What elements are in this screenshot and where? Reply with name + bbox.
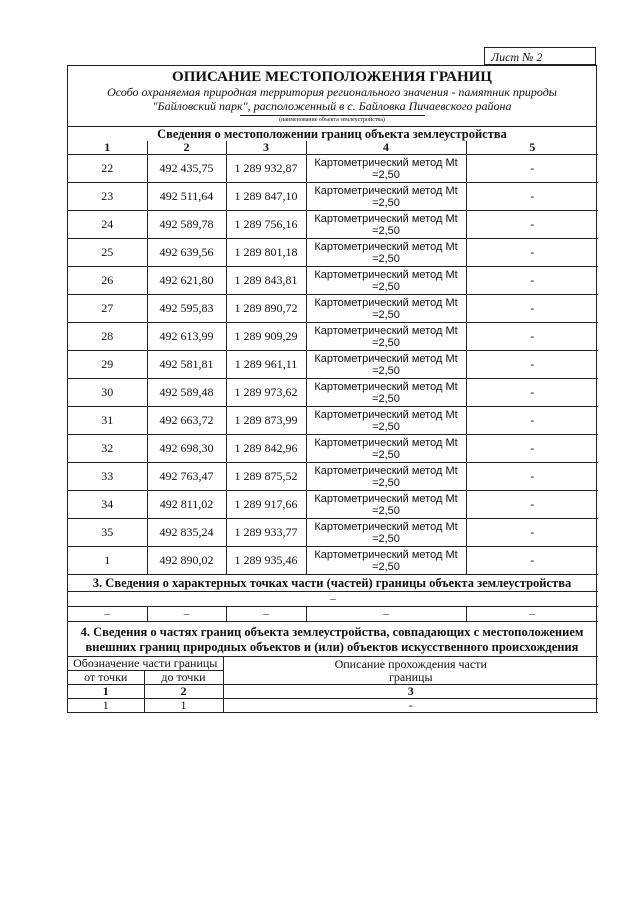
point-number-cell: 34 <box>68 491 147 519</box>
section-2-title: Сведения о местоположении границ объекта землеустройства <box>68 126 596 141</box>
point-number-cell: 25 <box>68 239 147 267</box>
table-row <box>68 323 598 351</box>
section-3-title: 3. Сведения о характерных точках части (частей) границы объекта землеустройства <box>92 576 572 590</box>
table-row <box>68 699 598 713</box>
column-header: 5 <box>466 141 598 155</box>
to-point-value: 1 <box>144 699 223 713</box>
x-coordinate-cell: 492 581,81 <box>147 351 226 379</box>
point-number-cell: 29 <box>68 351 147 379</box>
y-coordinate-cell: 1 289 932,87 <box>226 155 306 183</box>
characteristic-points-table <box>68 591 598 622</box>
note-cell: - <box>466 547 598 575</box>
x-coordinate-cell: 492 613,99 <box>147 323 226 351</box>
method-cell: Картометрический метод Mt =2,50 <box>306 463 466 491</box>
y-coordinate-cell: 1 289 756,16 <box>226 211 306 239</box>
boundary-description-form <box>67 65 597 713</box>
x-coordinate-cell: 492 435,75 <box>147 155 226 183</box>
y-coordinate-cell: 1 289 935,46 <box>226 547 306 575</box>
point-number-cell: 33 <box>68 463 147 491</box>
note-cell: - <box>466 155 598 183</box>
table-row <box>68 267 598 295</box>
dash-cell: – <box>306 607 466 622</box>
note-cell: - <box>466 295 598 323</box>
x-coordinate-cell: 492 639,56 <box>147 239 226 267</box>
table-row <box>68 155 598 183</box>
y-coordinate-cell: 1 289 973,62 <box>226 379 306 407</box>
method-cell: Картометрический метод Mt =2,50 <box>306 519 466 547</box>
point-number-cell: 1 <box>68 547 147 575</box>
y-coordinate-cell: 1 289 961,11 <box>226 351 306 379</box>
column-header: 4 <box>306 141 466 155</box>
point-number-cell: 27 <box>68 295 147 323</box>
method-cell: Картометрический метод Mt =2,50 <box>306 323 466 351</box>
column-number: 3 <box>223 685 598 699</box>
method-cell: Картометрический метод Mt =2,50 <box>306 351 466 379</box>
note-cell: - <box>466 379 598 407</box>
method-cell: Картометрический метод Mt =2,50 <box>306 155 466 183</box>
column-number: 1 <box>68 685 144 699</box>
point-number-cell: 26 <box>68 267 147 295</box>
point-number-cell: 32 <box>68 435 147 463</box>
method-cell: Картометрический метод Mt =2,50 <box>306 295 466 323</box>
y-coordinate-cell: 1 289 873,99 <box>226 407 306 435</box>
note-cell: - <box>466 435 598 463</box>
column-header: 2 <box>147 141 226 155</box>
y-coordinate-cell: 1 289 890,72 <box>226 295 306 323</box>
note-cell: - <box>466 519 598 547</box>
y-coordinate-cell: 1 289 847,10 <box>226 183 306 211</box>
method-cell: Картометрический метод Mt =2,50 <box>306 379 466 407</box>
method-cell: Картометрический метод Mt =2,50 <box>306 183 466 211</box>
y-coordinate-cell: 1 289 842,96 <box>226 435 306 463</box>
dash-cell: – <box>68 607 147 622</box>
method-cell: Картометрический метод Mt =2,50 <box>306 407 466 435</box>
point-number-cell: 35 <box>68 519 147 547</box>
coordinates-table <box>68 141 598 575</box>
from-point-header: от точки <box>68 671 144 685</box>
subtitle-line-2: "Байловский парк", расположенный в с. Байловка Пичаевского района <box>152 99 512 113</box>
table-row <box>68 435 598 463</box>
x-coordinate-cell: 492 698,30 <box>147 435 226 463</box>
table-row <box>68 183 598 211</box>
table-row <box>68 607 598 622</box>
x-coordinate-cell: 492 595,83 <box>147 295 226 323</box>
column-number: 2 <box>144 685 223 699</box>
point-number-cell: 22 <box>68 155 147 183</box>
point-number-cell: 30 <box>68 379 147 407</box>
table-row <box>68 211 598 239</box>
table-row <box>68 351 598 379</box>
table-header-row <box>68 141 598 155</box>
note-cell: - <box>466 211 598 239</box>
table-row <box>68 592 598 607</box>
description-value: - <box>223 699 598 713</box>
method-cell: Картометрический метод Mt =2,50 <box>306 211 466 239</box>
point-number-cell: 24 <box>68 211 147 239</box>
x-coordinate-cell: 492 589,48 <box>147 379 226 407</box>
x-coordinate-cell: 492 589,78 <box>147 211 226 239</box>
x-coordinate-cell: 492 811,02 <box>147 491 226 519</box>
note-cell: - <box>466 491 598 519</box>
y-coordinate-cell: 1 289 917,66 <box>226 491 306 519</box>
note-cell: - <box>466 351 598 379</box>
table-row <box>68 239 598 267</box>
point-number-cell: 31 <box>68 407 147 435</box>
dash-cell: – <box>466 607 598 622</box>
note-cell: - <box>466 183 598 211</box>
x-coordinate-cell: 492 763,47 <box>147 463 226 491</box>
boundary-part-designation-header: Обозначение части границы <box>68 657 223 671</box>
x-coordinate-cell: 492 663,72 <box>147 407 226 435</box>
note-cell: - <box>466 239 598 267</box>
note-cell: - <box>466 323 598 351</box>
y-coordinate-cell: 1 289 933,77 <box>226 519 306 547</box>
x-coordinate-cell: 492 890,02 <box>147 547 226 575</box>
empty-dash: – <box>68 592 598 607</box>
table-row <box>68 547 598 575</box>
column-header: 3 <box>226 141 306 155</box>
sheet-number: Лист № 2 <box>484 47 596 65</box>
table-row <box>68 519 598 547</box>
page-title: ОПИСАНИЕ МЕСТОПОЛОЖЕНИЯ ГРАНИЦ <box>172 69 492 85</box>
section-4-title: 4. Сведения о частях границ объекта землеустройства, совпадающих с местоположением внешних границ природных объектов и (или) объектов искусственного происхождения <box>80 625 584 654</box>
passage-description-header: Описание прохождения части границы <box>223 657 598 685</box>
table-row <box>68 407 598 435</box>
object-caption: (наименование объекта землеустройства) <box>240 115 425 124</box>
table-row <box>68 491 598 519</box>
note-cell: - <box>466 463 598 491</box>
to-point-header: до точки <box>144 671 223 685</box>
note-cell: - <box>466 267 598 295</box>
y-coordinate-cell: 1 289 801,18 <box>226 239 306 267</box>
method-cell: Картометрический метод Mt =2,50 <box>306 267 466 295</box>
method-cell: Картометрический метод Mt =2,50 <box>306 547 466 575</box>
subtitle-line-1: Особо охраняемая природная территория регионального значения - памятник природы <box>107 85 557 99</box>
dash-cell: – <box>226 607 306 622</box>
x-coordinate-cell: 492 511,64 <box>147 183 226 211</box>
from-point-value: 1 <box>68 699 144 713</box>
table-row <box>68 379 598 407</box>
method-cell: Картометрический метод Mt =2,50 <box>306 239 466 267</box>
point-number-cell: 28 <box>68 323 147 351</box>
boundary-parts-table <box>68 656 598 713</box>
method-cell: Картометрический метод Mt =2,50 <box>306 491 466 519</box>
y-coordinate-cell: 1 289 843,81 <box>226 267 306 295</box>
y-coordinate-cell: 1 289 909,29 <box>226 323 306 351</box>
dash-cell: – <box>147 607 226 622</box>
method-cell: Картометрический метод Mt =2,50 <box>306 435 466 463</box>
column-header: 1 <box>68 141 147 155</box>
y-coordinate-cell: 1 289 875,52 <box>226 463 306 491</box>
note-cell: - <box>466 407 598 435</box>
table-row <box>68 295 598 323</box>
table-row <box>68 463 598 491</box>
x-coordinate-cell: 492 835,24 <box>147 519 226 547</box>
x-coordinate-cell: 492 621,80 <box>147 267 226 295</box>
point-number-cell: 23 <box>68 183 147 211</box>
